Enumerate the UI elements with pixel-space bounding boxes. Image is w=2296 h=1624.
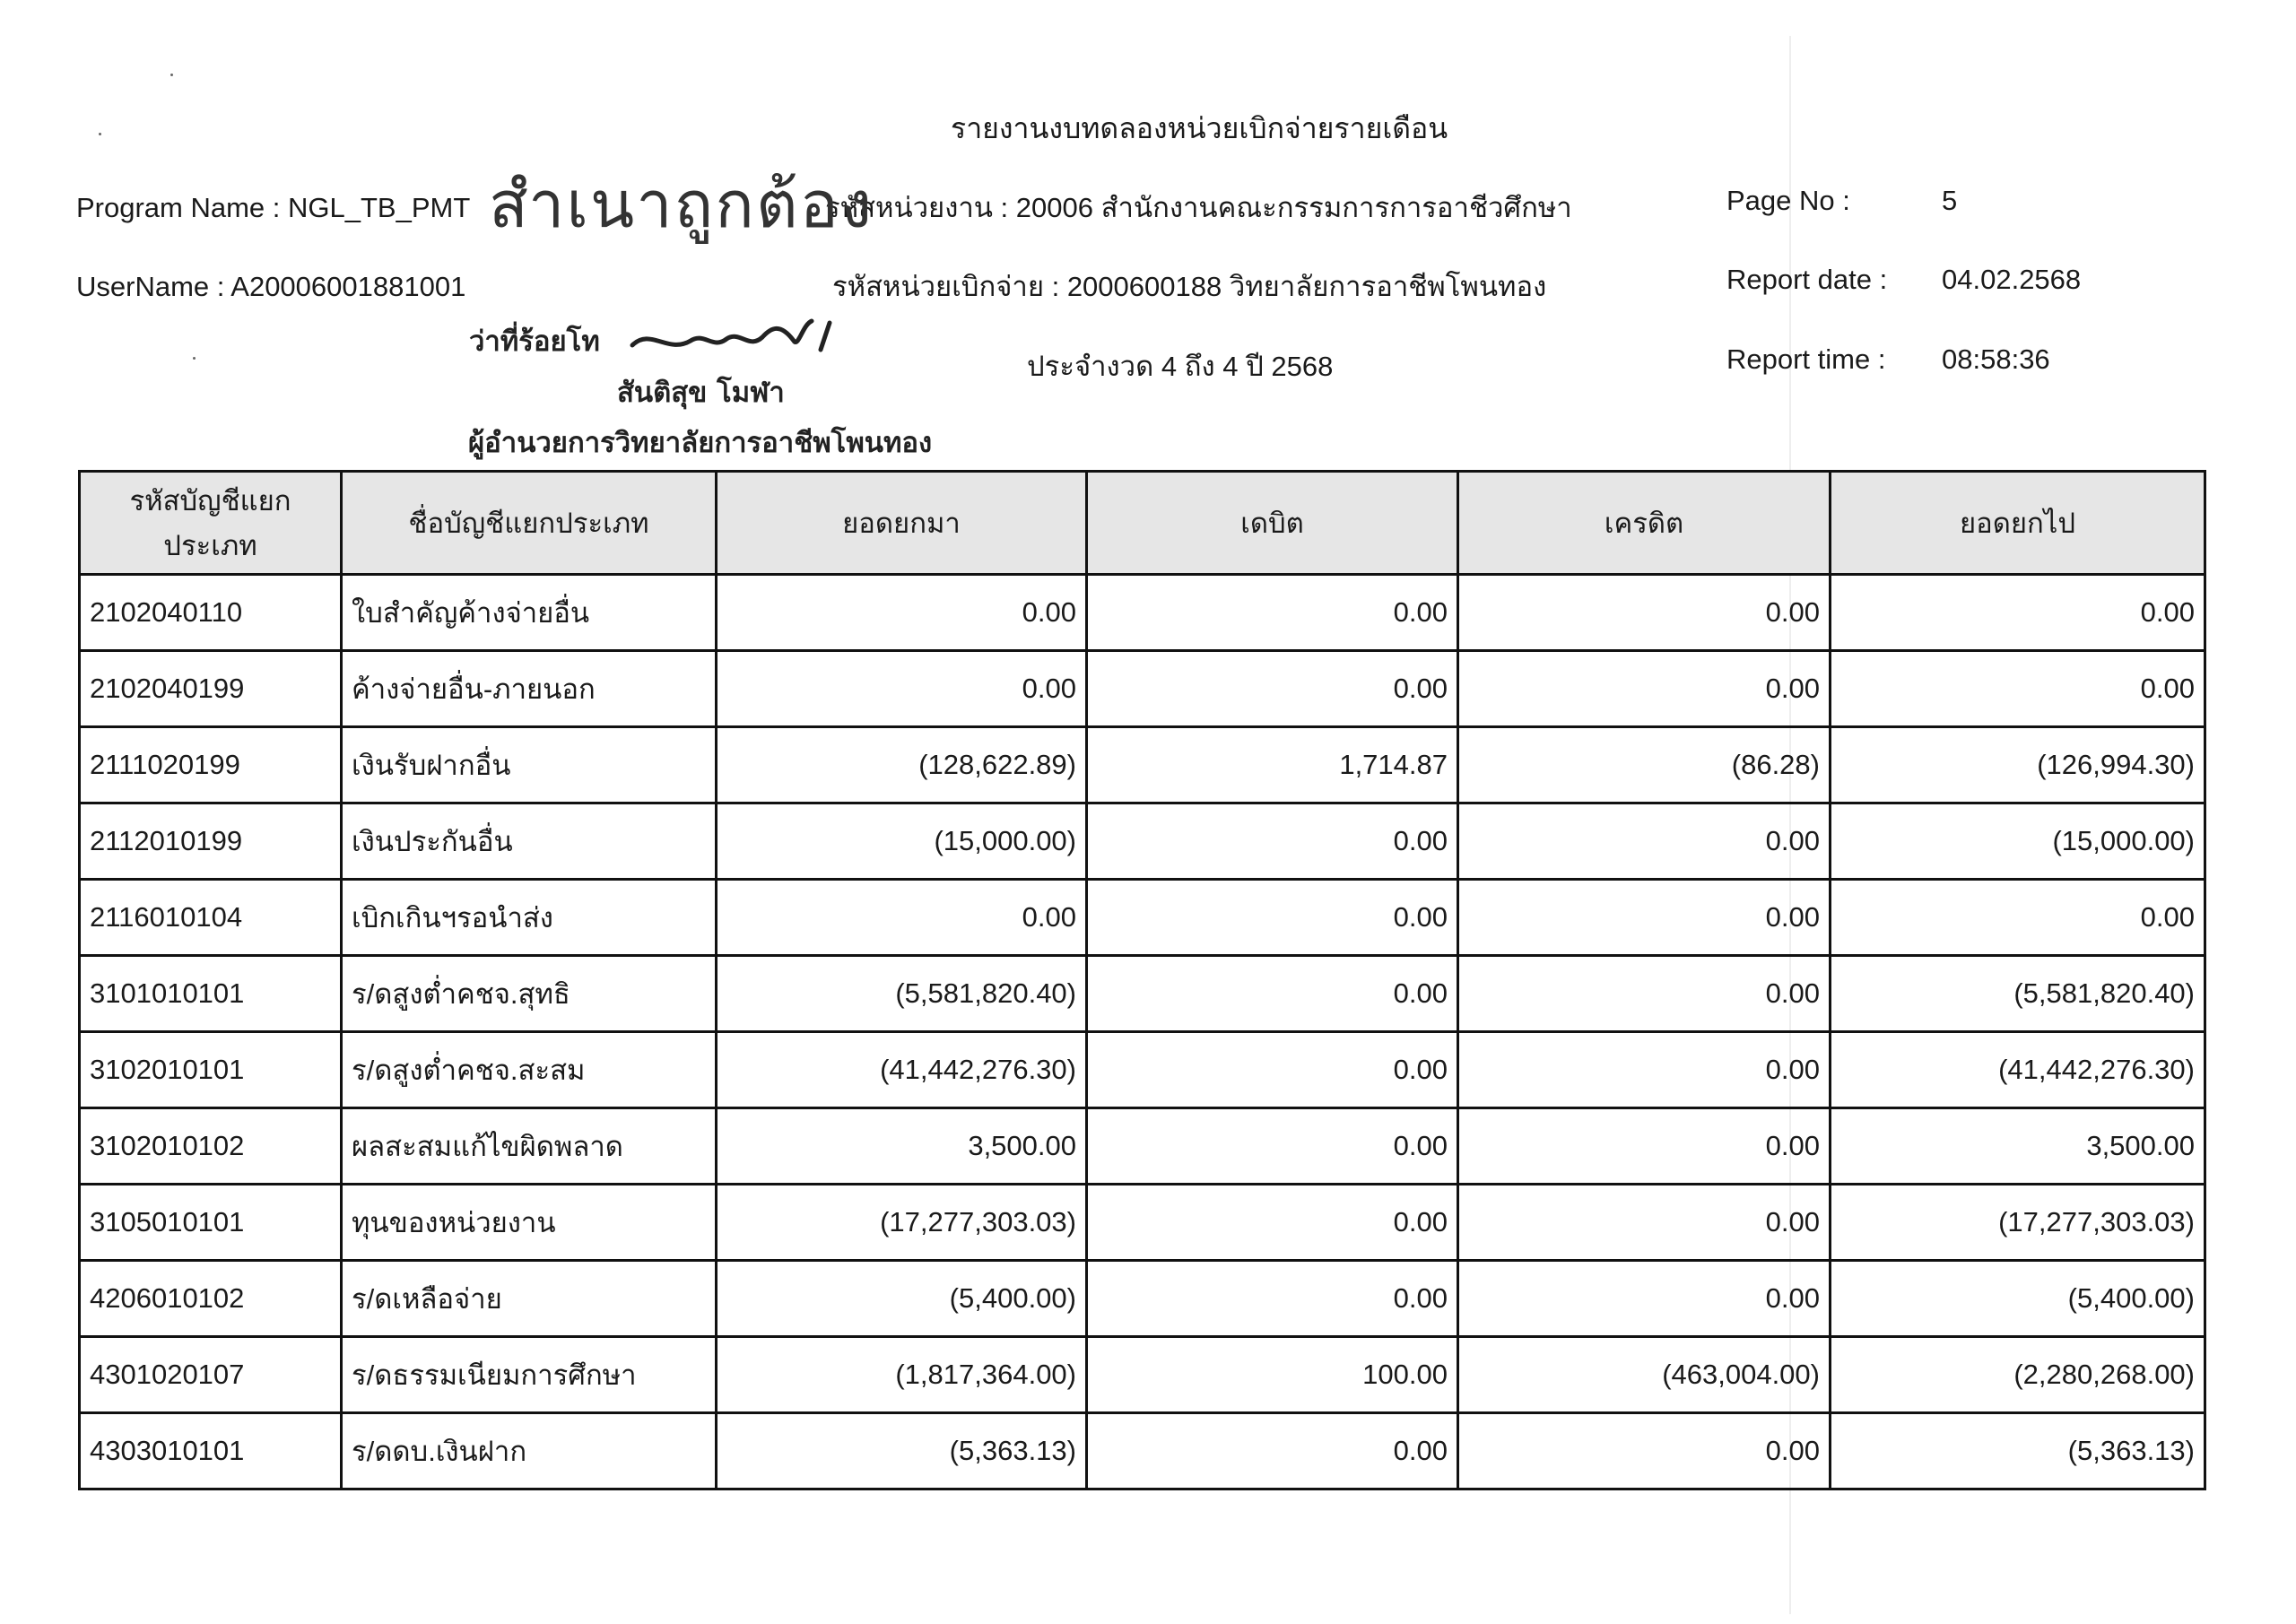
brought-forward-value: (17,277,303.03)	[717, 1185, 1087, 1261]
credit-value: 0.00	[1458, 1185, 1831, 1261]
program-name: Program Name : NGL_TB_PMT	[76, 192, 471, 223]
account-name: ใบสำคัญค้างจ่ายอื่น	[342, 575, 717, 651]
page-no-label: Page No :	[1726, 185, 1850, 216]
credit-value: 0.00	[1458, 1032, 1831, 1108]
scan-speck	[170, 74, 173, 76]
brought-forward-value: (128,622.89)	[717, 727, 1087, 803]
account-code: 2102040110	[80, 575, 342, 651]
signature-mark	[628, 314, 852, 368]
carried-forward-value: (41,442,276.30)	[1831, 1032, 2205, 1108]
carried-forward-value: 0.00	[1831, 651, 2205, 727]
brought-forward-value: (5,581,820.40)	[717, 956, 1087, 1032]
account-code: 3102010102	[80, 1108, 342, 1185]
table-row	[80, 956, 2205, 1032]
account-name: ร/ดสูงต่ำคชจ.สะสม	[342, 1032, 717, 1108]
debit-value: 1,714.87	[1087, 727, 1458, 803]
account-name: เบิกเกินฯรอนำส่ง	[342, 880, 717, 956]
table-header-row	[80, 472, 2205, 575]
debit-value: 100.00	[1087, 1337, 1458, 1413]
debit-value: 0.00	[1087, 1032, 1458, 1108]
table-row	[80, 1413, 2205, 1489]
header-credit: เครดิต	[1458, 472, 1831, 575]
table-row	[80, 1337, 2205, 1413]
scan-speck	[193, 357, 196, 360]
signer-name: สันติสุข โมฬา	[617, 377, 785, 409]
table-row	[80, 651, 2205, 727]
table-row	[80, 803, 2205, 880]
table-row	[80, 727, 2205, 803]
credit-value: 0.00	[1458, 1108, 1831, 1185]
signer-position: ผู้อำนวยการวิทยาลัยการอาชีพโพนทอง	[468, 427, 933, 459]
account-name: ทุนของหน่วยงาน	[342, 1185, 717, 1261]
brought-forward-value: (1,817,364.00)	[717, 1337, 1087, 1413]
report-period: ประจำงวด 4 ถึง 4 ปี 2568	[1027, 351, 1334, 382]
debit-value: 0.00	[1087, 1413, 1458, 1489]
credit-value: 0.00	[1458, 651, 1831, 727]
credit-value: 0.00	[1458, 1261, 1831, 1337]
account-name: เงินประกันอื่น	[342, 803, 717, 880]
credit-value: 0.00	[1458, 575, 1831, 651]
header-account-name: ชื่อบัญชีแยกประเภท	[342, 472, 717, 575]
account-code: 2112010199	[80, 803, 342, 880]
report-date-value: 04.02.2568	[1942, 264, 2082, 295]
account-name: ค้างจ่ายอื่น-ภายนอก	[342, 651, 717, 727]
report-title: รายงานงบทดลองหน่วยเบิกจ่ายรายเดือน	[951, 112, 1448, 144]
account-code: 2102040199	[80, 651, 342, 727]
account-name: เงินรับฝากอื่น	[342, 727, 717, 803]
credit-value: 0.00	[1458, 956, 1831, 1032]
brought-forward-value: (15,000.00)	[717, 803, 1087, 880]
account-name: ร/ดสูงต่ำคชจ.สุทธิ	[342, 956, 717, 1032]
account-code: 4301020107	[80, 1337, 342, 1413]
debit-value: 0.00	[1087, 1108, 1458, 1185]
report-time-label: Report time :	[1726, 343, 1886, 375]
carried-forward-value: (5,400.00)	[1831, 1261, 2205, 1337]
brought-forward-value: (5,363.13)	[717, 1413, 1087, 1489]
carried-forward-value: 0.00	[1831, 880, 2205, 956]
debit-value: 0.00	[1087, 575, 1458, 651]
credit-value: 0.00	[1458, 1413, 1831, 1489]
carried-forward-value: (17,277,303.03)	[1831, 1185, 2205, 1261]
trial-balance-table	[78, 470, 2206, 1490]
brought-forward-value: 3,500.00	[717, 1108, 1087, 1185]
header-brought-forward: ยอดยกมา	[717, 472, 1087, 575]
credit-value: (463,004.00)	[1458, 1337, 1831, 1413]
account-code: 3102010101	[80, 1032, 342, 1108]
table-row	[80, 880, 2205, 956]
certified-copy-stamp: สำเนาถูกต้อง	[489, 167, 874, 242]
page-no-value: 5	[1942, 185, 1958, 216]
account-code: 4303010101	[80, 1413, 342, 1489]
signer-rank: ว่าที่ร้อยโท	[469, 326, 600, 358]
agency-code: รหัสหน่วยงาน : 20006 สำนักงานคณะกรรมการการอาชีวศึกษา	[825, 192, 1572, 223]
carried-forward-value: (126,994.30)	[1831, 727, 2205, 803]
carried-forward-value: 0.00	[1831, 575, 2205, 651]
table-row	[80, 1185, 2205, 1261]
table-row	[80, 1261, 2205, 1337]
report-time-value: 08:58:36	[1942, 343, 2050, 375]
debit-value: 0.00	[1087, 1261, 1458, 1337]
carried-forward-value: (2,280,268.00)	[1831, 1337, 2205, 1413]
account-name: ร/ดเหลือจ่าย	[342, 1261, 717, 1337]
account-name: ผลสะสมแก้ไขผิดพลาด	[342, 1108, 717, 1185]
header-carried-forward: ยอดยกไป	[1831, 472, 2205, 575]
account-name: ร/ดดบ.เงินฝาก	[342, 1413, 717, 1489]
carried-forward-value: (5,363.13)	[1831, 1413, 2205, 1489]
account-name: ร/ดธรรมเนียมการศึกษา	[342, 1337, 717, 1413]
brought-forward-value: 0.00	[717, 575, 1087, 651]
brought-forward-value: 0.00	[717, 651, 1087, 727]
header-debit: เดบิต	[1087, 472, 1458, 575]
debit-value: 0.00	[1087, 880, 1458, 956]
account-code: 2116010104	[80, 880, 342, 956]
carried-forward-value: 3,500.00	[1831, 1108, 2205, 1185]
debit-value: 0.00	[1087, 803, 1458, 880]
credit-value: 0.00	[1458, 803, 1831, 880]
account-code: 3101010101	[80, 956, 342, 1032]
account-code: 3105010101	[80, 1185, 342, 1261]
brought-forward-value: 0.00	[717, 880, 1087, 956]
debit-value: 0.00	[1087, 956, 1458, 1032]
username: UserName : A20006001881001	[76, 271, 466, 302]
brought-forward-value: (41,442,276.30)	[717, 1032, 1087, 1108]
scan-speck	[99, 133, 101, 135]
debit-value: 0.00	[1087, 651, 1458, 727]
carried-forward-value: (5,581,820.40)	[1831, 956, 2205, 1032]
carried-forward-value: (15,000.00)	[1831, 803, 2205, 880]
credit-value: 0.00	[1458, 880, 1831, 956]
report-date-label: Report date :	[1726, 264, 1888, 295]
table-row	[80, 1032, 2205, 1108]
table-row	[80, 575, 2205, 651]
disbursing-unit: รหัสหน่วยเบิกจ่าย : 2000600188 วิทยาลัยการอาชีพโพนทอง	[832, 271, 1547, 302]
brought-forward-value: (5,400.00)	[717, 1261, 1087, 1337]
debit-value: 0.00	[1087, 1185, 1458, 1261]
account-code: 4206010102	[80, 1261, 342, 1337]
account-code: 2111020199	[80, 727, 342, 803]
table-row	[80, 1108, 2205, 1185]
header-account-code: รหัสบัญชีแยกประเภท	[80, 472, 342, 575]
credit-value: (86.28)	[1458, 727, 1831, 803]
